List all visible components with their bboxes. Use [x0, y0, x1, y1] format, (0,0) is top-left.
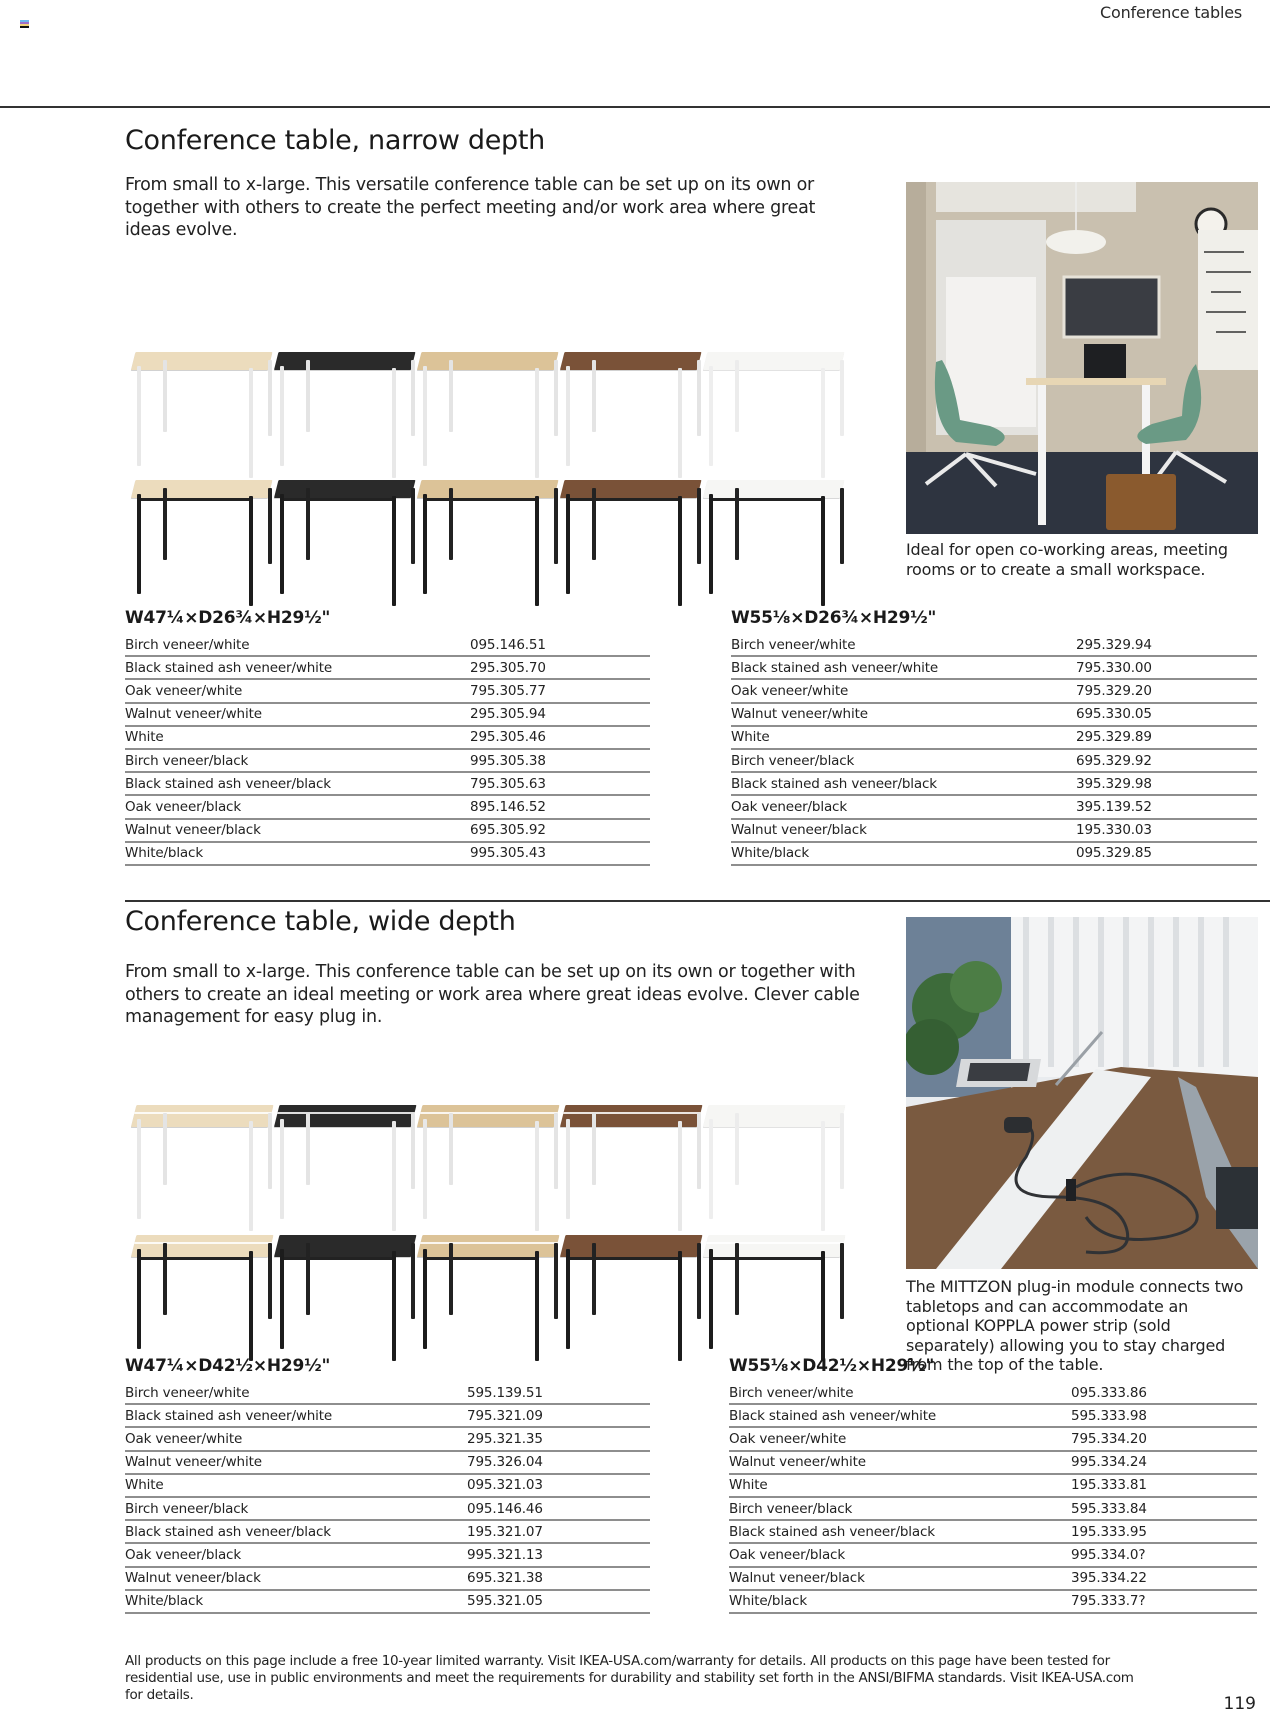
finish-name: Walnut veneer/black — [125, 822, 261, 839]
cable-management-illustration — [906, 917, 1258, 1269]
table-swatch — [417, 1235, 554, 1350]
finish-name: Black stained ash veneer/black — [125, 1523, 331, 1540]
article-number: 795.305.63 — [470, 775, 546, 792]
catalog-logo-icon — [20, 20, 29, 28]
article-number: 395.139.52 — [1076, 798, 1152, 815]
table-row — [729, 1498, 1257, 1521]
finish-name: Birch veneer/black — [729, 1500, 853, 1517]
table-swatch — [274, 1235, 411, 1350]
article-number: 795.330.00 — [1076, 659, 1152, 676]
finish-name: Birch veneer/white — [125, 636, 250, 653]
table-row — [729, 1405, 1257, 1428]
article-number: 795.334.20 — [1071, 1430, 1147, 1447]
table-swatch — [560, 1105, 697, 1220]
finish-name: Birch veneer/black — [125, 1500, 249, 1517]
finish-name: White — [729, 1477, 768, 1494]
swatch-row-white-frame-wide — [131, 1105, 840, 1220]
article-number: 695.321.38 — [467, 1570, 543, 1587]
table-swatch — [131, 1235, 268, 1350]
page-number: 119 — [1223, 1694, 1256, 1714]
table-row — [731, 727, 1257, 750]
table-swatch — [560, 352, 697, 467]
finish-name: Birch veneer/black — [125, 752, 249, 769]
meeting-room-illustration — [906, 182, 1258, 534]
finish-name: Oak veneer/white — [729, 1430, 847, 1447]
table-swatch — [274, 1105, 411, 1220]
article-number: 595.333.98 — [1071, 1407, 1147, 1424]
spec-table-narrow-w55 — [731, 608, 1257, 866]
finish-name: White/black — [729, 1593, 807, 1610]
table-swatch — [417, 1105, 554, 1220]
table-row — [125, 773, 650, 796]
table-row — [731, 796, 1257, 819]
article-number: 695.305.92 — [470, 822, 546, 839]
finish-name: White/black — [731, 845, 809, 862]
article-number: 195.333.81 — [1071, 1477, 1147, 1494]
finish-name: Black stained ash veneer/black — [729, 1523, 935, 1540]
article-number: 695.330.05 — [1076, 706, 1152, 723]
table-row — [125, 843, 650, 866]
article-number: 295.305.94 — [470, 706, 546, 723]
finish-name: White/black — [125, 845, 203, 862]
table-row — [731, 704, 1257, 727]
table-row — [731, 843, 1257, 866]
table-row — [729, 1568, 1257, 1591]
article-number: 795.329.20 — [1076, 682, 1152, 699]
section-title-narrow: Conference table, narrow depth — [125, 125, 545, 156]
article-number: 595.321.05 — [467, 1593, 543, 1610]
finish-name: Walnut veneer/black — [729, 1570, 865, 1587]
table-swatch — [131, 480, 268, 595]
finish-name: White — [125, 1477, 164, 1494]
finish-name: White — [731, 729, 770, 746]
table-swatch — [703, 480, 840, 595]
article-number: 995.305.43 — [470, 845, 546, 862]
table-row — [125, 1428, 650, 1451]
table-row — [729, 1591, 1257, 1614]
table-swatch — [703, 352, 840, 467]
spec-table-narrow-w47 — [125, 608, 650, 866]
article-number: 095.321.03 — [467, 1477, 543, 1494]
spec-table-wide-w55 — [729, 1356, 1257, 1614]
finish-name: Birch veneer/white — [731, 636, 856, 653]
photo-caption-narrow: Ideal for open co-working areas, meeting rooms or to create a small workspace. — [906, 540, 1228, 579]
finish-name: Black stained ash veneer/white — [125, 659, 333, 676]
cable-management-photo — [906, 917, 1258, 1269]
finish-name: White — [125, 729, 164, 746]
article-number: 195.321.07 — [467, 1523, 543, 1540]
table-row — [125, 1568, 650, 1591]
table-row — [729, 1382, 1257, 1405]
article-number: 295.329.89 — [1076, 729, 1152, 746]
table-row — [125, 680, 650, 703]
table-swatch — [703, 1235, 840, 1350]
table-row — [125, 657, 650, 680]
article-number: 095.146.51 — [470, 636, 546, 653]
table-row — [125, 820, 650, 843]
article-number: 295.305.70 — [470, 659, 546, 676]
article-number: 395.334.22 — [1071, 1570, 1147, 1587]
finish-name: Birch veneer/white — [729, 1384, 854, 1401]
table-swatch — [560, 1235, 697, 1350]
table-swatch — [131, 1105, 268, 1220]
article-number: 595.139.51 — [467, 1384, 543, 1401]
finish-name: Walnut veneer/black — [731, 822, 867, 839]
logo-stripe — [20, 26, 29, 28]
finish-name: Oak veneer/black — [125, 1546, 242, 1563]
table-row — [731, 750, 1257, 773]
table-swatch — [560, 480, 697, 595]
spec-rows — [729, 1382, 1257, 1614]
swatch-row-white-frame-narrow — [131, 352, 840, 467]
finish-name: White/black — [125, 1593, 203, 1610]
article-number: 595.333.84 — [1071, 1500, 1147, 1517]
article-number: 995.305.38 — [470, 752, 546, 769]
finish-name: Oak veneer/black — [125, 798, 242, 815]
table-swatch — [274, 352, 411, 467]
table-row — [729, 1452, 1257, 1475]
table-row — [125, 634, 650, 657]
table-row — [731, 657, 1257, 680]
section-description-narrow: From small to x-large. This versatile conference table can be set up on its own or together with others to create the perfect meeting and/or work area where great ideas evolve. — [125, 175, 816, 240]
photo-caption-wide: The MITTZON plug-in module connects two tabletops and can accommodate an optional KOPPLA power strip (sold separately) allowing you to stay charged from the top of the table. — [906, 1277, 1244, 1374]
article-number: 095.146.46 — [467, 1500, 543, 1517]
warranty-note: All products on this page include a free 10-year limited warranty. Visit IKEA-USA.com/warranty for details. All products on this page have been tested for residential use, use in public environments and meet the requirements for durability and stability set forth in the ANSI/BIFMA standards. Visit IKEA-USA.com for details. — [125, 1653, 1134, 1703]
spec-dimensions: W47¼×D42½×H29½" — [125, 1356, 331, 1376]
table-row — [125, 704, 650, 727]
finish-name: Oak veneer/white — [731, 682, 849, 699]
finish-name: Walnut veneer/white — [125, 1454, 262, 1471]
table-row — [125, 750, 650, 773]
finish-name: Oak veneer/white — [125, 682, 243, 699]
finish-name: Birch veneer/white — [125, 1384, 250, 1401]
article-number: 795.321.09 — [467, 1407, 543, 1424]
finish-name: Birch veneer/black — [731, 752, 855, 769]
article-number: 795.305.77 — [470, 682, 546, 699]
finish-name: Oak veneer/white — [125, 1430, 243, 1447]
article-number: 995.321.13 — [467, 1546, 543, 1563]
article-number: 095.329.85 — [1076, 845, 1152, 862]
article-number: 795.333.7? — [1071, 1593, 1146, 1610]
article-number: 395.329.98 — [1076, 775, 1152, 792]
finish-name: Walnut veneer/black — [125, 1570, 261, 1587]
spec-dimensions: W55⅛×D26¾×H29½" — [731, 608, 937, 628]
table-swatch — [131, 352, 268, 467]
finish-name: Walnut veneer/white — [729, 1454, 866, 1471]
table-row — [731, 820, 1257, 843]
section-description-wide: From small to x-large. This conference table can be set up on its own or together with others to create an ideal meeting or work area where great ideas evolve. Clever cable management for easy plug in. — [125, 962, 860, 1027]
table-swatch — [417, 480, 554, 595]
table-row — [731, 773, 1257, 796]
table-row — [125, 1544, 650, 1567]
table-swatch — [703, 1105, 840, 1220]
table-swatch — [417, 352, 554, 467]
table-row — [731, 680, 1257, 703]
table-row — [125, 727, 650, 750]
section-title-wide: Conference table, wide depth — [125, 906, 516, 937]
article-number: 995.334.24 — [1071, 1454, 1147, 1471]
table-row — [125, 1475, 650, 1498]
divider — [125, 900, 1270, 902]
finish-name: Black stained ash veneer/black — [125, 775, 331, 792]
article-number: 695.329.92 — [1076, 752, 1152, 769]
spec-rows — [731, 634, 1257, 866]
article-number: 195.333.95 — [1071, 1523, 1147, 1540]
finish-name: Black stained ash veneer/black — [731, 775, 937, 792]
table-row — [125, 1405, 650, 1428]
finish-name: Walnut veneer/white — [125, 706, 262, 723]
finish-name: Oak veneer/black — [729, 1546, 846, 1563]
article-number: 295.305.46 — [470, 729, 546, 746]
meeting-room-photo — [906, 182, 1258, 534]
swatch-row-black-frame-wide — [131, 1235, 840, 1350]
table-row — [125, 1521, 650, 1544]
article-number: 295.321.35 — [467, 1430, 543, 1447]
table-row — [729, 1475, 1257, 1498]
spec-rows — [125, 1382, 650, 1614]
table-row — [731, 634, 1257, 657]
table-row — [125, 1498, 650, 1521]
article-number: 195.330.03 — [1076, 822, 1152, 839]
swatch-row-black-frame-narrow — [131, 480, 840, 595]
divider — [0, 106, 1270, 108]
spec-table-wide-w47 — [125, 1356, 650, 1614]
finish-name: Walnut veneer/white — [731, 706, 868, 723]
article-number: 295.329.94 — [1076, 636, 1152, 653]
article-number: 995.334.0? — [1071, 1546, 1146, 1563]
article-number: 895.146.52 — [470, 798, 546, 815]
table-row — [125, 1591, 650, 1614]
running-head: Conference tables — [1100, 3, 1242, 22]
table-row — [729, 1521, 1257, 1544]
table-row — [125, 1452, 650, 1475]
finish-name: Black stained ash veneer/white — [731, 659, 939, 676]
table-row — [729, 1428, 1257, 1451]
finish-name: Black stained ash veneer/white — [125, 1407, 333, 1424]
spec-dimensions: W47¼×D26¾×H29½" — [125, 608, 331, 628]
article-number: 795.326.04 — [467, 1454, 543, 1471]
spec-dimensions: W55⅛×D42½×H29½" — [729, 1356, 935, 1376]
table-swatch — [274, 480, 411, 595]
spec-rows — [125, 634, 650, 866]
table-row — [125, 796, 650, 819]
table-row — [729, 1544, 1257, 1567]
table-row — [125, 1382, 650, 1405]
finish-name: Black stained ash veneer/white — [729, 1407, 937, 1424]
finish-name: Oak veneer/black — [731, 798, 848, 815]
article-number: 095.333.86 — [1071, 1384, 1147, 1401]
